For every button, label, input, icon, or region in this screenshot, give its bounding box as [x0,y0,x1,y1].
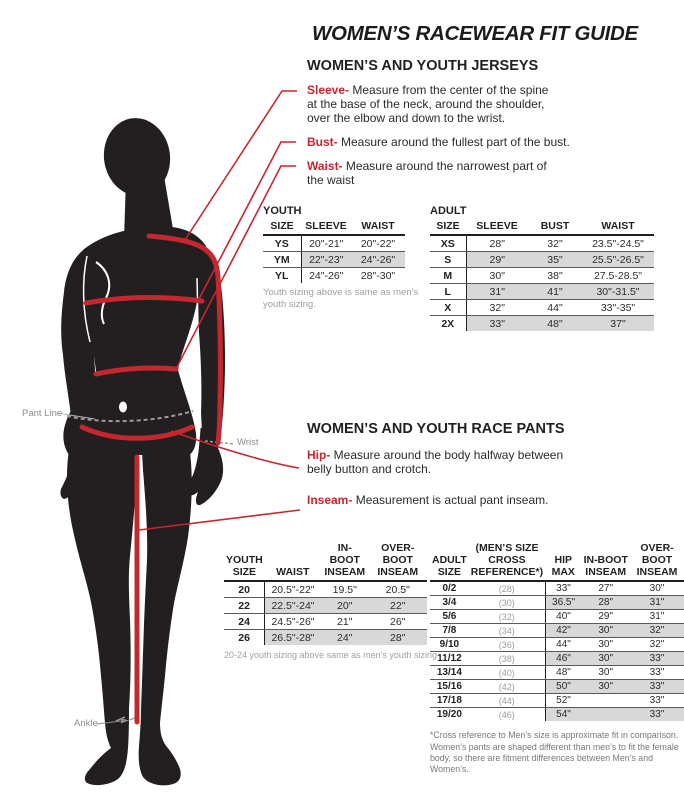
table-cell: XS [430,235,466,252]
table-row [263,235,405,252]
adult-pants-table [430,542,684,721]
table-cell: 26 [224,630,265,646]
table-cell: 44" [528,300,582,316]
column-header-mens-ref [469,542,545,581]
adult-jersey-table [430,220,654,331]
table-cell: 24.5"-26" [265,614,321,630]
table-cell: 28"-30" [360,269,396,282]
table-header-row [224,542,427,581]
table-cell: YS [263,235,301,252]
youth-jersey-table-body [263,235,405,283]
table-cell: 29" [466,252,528,268]
header-line: OVER-BOOT [640,542,674,567]
column-header: WAIST [582,220,654,235]
ankle-label: Ankle [74,718,98,729]
table-cell: 25.5"-26.5" [582,252,654,268]
column-header: SLEEVE [466,220,528,235]
table-cell: 31" [630,596,684,610]
header-line: SIZE [437,566,462,579]
table-cell: 35" [528,252,582,268]
table-cell: 26.5"-28" [265,630,321,646]
table-cell: 32" [630,638,684,652]
table-row [430,252,654,268]
table-row [430,610,684,624]
table-cell: (28) [469,581,545,596]
table-cell: 29" [581,610,630,624]
page-title: WOMEN’S RACEWEAR FIT GUIDE [312,22,638,45]
column-header [369,542,427,581]
column-header [630,542,684,581]
pants-heading: WOMEN’S AND YOUTH RACE PANTS [307,421,565,437]
table-cell: 30" [581,638,630,652]
table-cell: 33" [630,680,684,694]
column-header [224,542,265,581]
table-cell: 30" [581,652,630,666]
table-row [263,252,405,268]
inseam-measure-text [307,494,607,508]
table-cell: 20 [224,581,265,598]
right-leg-shape [139,452,192,785]
adult-jersey-table-label: ADULT [430,205,467,217]
column-header: BUST [528,220,582,235]
table-cell: 41" [528,284,582,300]
table-cell: 32" [528,235,582,252]
header-line: INSEAM [324,566,366,579]
header-line: ADULT [432,554,467,567]
table-cell: 33" [630,666,684,680]
table-row [430,581,684,596]
column-header: SIZE [263,220,301,235]
table-cell: 40" [545,610,581,624]
table-row [224,581,427,598]
adult-jersey-table-head [430,220,654,235]
table-row [430,596,684,610]
youth-jersey-table-label: YOUTH [263,205,302,217]
table-cell: 32" [630,624,684,638]
sleeve-measure-text [307,84,561,126]
wrist-label: Wrist [237,437,259,448]
column-header [321,542,369,581]
header-line: MAX [551,566,575,579]
header-line: INSEAM [636,566,678,579]
table-cell: 20" [321,598,369,614]
table-cell: 24"-26" [351,252,405,268]
adult-jersey-table-block [430,205,654,331]
table-cell: 19/20 [436,709,462,721]
table-cell: 0/2 [430,581,469,596]
table-cell: 30" [466,268,528,284]
header-line: INSEAM [585,566,627,579]
table-cell: 30" [581,680,630,694]
table-row [430,284,654,300]
table-cell: YM [263,252,301,268]
table-row [263,268,405,284]
table-cell: 36.5" [545,596,581,610]
table-cell: (42) [469,680,545,694]
table-cell: (36) [469,638,545,652]
table-header-row [430,542,684,581]
table-row [430,235,654,252]
table-row [430,652,684,666]
header-line: INSEAM [377,566,419,579]
table-cell: L [430,284,466,300]
table-cell: 21" [321,614,369,630]
table-cell: 33"-35" [582,300,654,316]
table-cell: 37" [582,316,654,332]
cross-reference-footnote: *Cross reference to Men’s size is approximate fit in comparison. Women’s pants are shaped different than men’s to fit the female body, so there are fitment differences between Men’s and Women’s. [430,730,679,775]
waist-measure-text [307,160,553,188]
table-cell: 42" [545,624,581,638]
table-cell: 22 [224,598,265,614]
column-header [581,542,630,581]
header-line: WAIST [276,566,310,579]
table-row [430,268,654,284]
bust-description: Measure around the fullest part of the bust. [337,135,570,149]
table-cell: 22.5"-24" [265,598,321,614]
table-cell: 13/14 [430,666,469,680]
youth-jersey-table-head [263,220,405,235]
table-cell: 50" [545,680,581,694]
waist-description: Measure around the narrowest part of the waist [307,159,547,187]
table-cell: 33" [630,708,684,722]
header-line: IN-BOOT [583,554,628,567]
left-leg-shape [67,450,137,785]
table-cell: 3/4 [430,596,469,610]
table-row [430,694,684,708]
adult-pants-table-head [430,542,684,581]
column-header: WAIST [351,220,405,235]
table-cell: 30"-31.5" [582,284,654,300]
header-line: HIP [554,554,573,567]
table-cell: 20.5" [369,581,427,598]
header-line: SIZE [232,566,257,579]
sleeve-description: Measure from the center of the spine at the base of the neck, around the shoulder, over the elbow and down to the wrist. [307,83,549,125]
column-header: SIZE [430,220,466,235]
header-line: (MEN’S SIZE [475,542,539,554]
youth-jersey-table [263,220,405,283]
adult-pants-table-body [430,581,684,721]
table-cell: 31" [466,284,528,300]
table-cell: 23.5"-24.5" [582,235,654,252]
table-cell: 33" [466,316,528,332]
column-header [265,542,321,581]
hip-measure-text [307,449,569,477]
hip-term: Hip- [307,448,331,462]
table-cell: YL [263,268,301,284]
adult-jersey-table-body [430,235,654,331]
table-cell: 52" [545,694,581,708]
table-cell: 24"-26" [309,269,344,282]
table-cell: 11/12 [430,652,469,666]
table-cell: X [430,300,466,316]
table-cell: 5/6 [430,610,469,624]
table-cell: (30) [469,596,545,610]
column-header [545,542,581,581]
table-cell: 32" [466,300,528,316]
table-cell: 27.5-28.5" [582,268,654,284]
table-header-row [430,220,654,235]
table-cell: 2X [430,316,466,332]
youth-jersey-note: Youth sizing above is same as men’s youth sizing. [263,287,419,311]
pant-line-label: Pant Line [22,408,63,419]
table-row [430,638,684,652]
table-cell: 17/18 [430,694,469,708]
table-row [430,666,684,680]
table-row [430,680,684,694]
table-cell: M [430,268,466,284]
table-cell [581,708,630,722]
table-cell: 48" [545,666,581,680]
table-cell: 46" [545,652,581,666]
table-cell: 28" [581,596,630,610]
column-header: SLEEVE [301,220,351,235]
table-cell: 27" [581,581,630,596]
inseam-description: Measurement is actual pant inseam. [352,493,549,507]
table-cell: (32) [469,610,545,624]
hip-description: Measure around the body halfway between belly button and crotch. [307,448,564,476]
table-row [430,708,684,722]
table-cell: 24" [321,630,369,646]
table-row [430,300,654,316]
table-cell: 38" [528,268,582,284]
youth-pants-table-block [224,542,444,662]
table-cell: 30" [630,581,684,596]
table-row [430,316,654,332]
column-header [430,542,469,581]
table-cell: 44" [545,638,581,652]
header-line: YOUTH [226,554,263,567]
table-cell: 9/10 [430,638,469,652]
table-cell: 48" [528,316,582,332]
sleeve-term: Sleeve- [307,83,350,97]
youth-pants-table-head [224,542,427,581]
table-cell: (44) [469,694,545,708]
table-cell: 15/16 [430,680,469,694]
table-cell: 26" [369,614,427,630]
header-line: OVER-BOOT [381,542,415,567]
table-row [224,630,427,646]
header-line: CROSS REFERENCE*) [470,554,544,579]
jerseys-heading: WOMEN’S AND YOUTH JERSEYS [307,58,539,74]
table-cell: 33" [630,694,684,708]
table-cell: 22" [369,598,427,614]
table-cell: 33" [630,652,684,666]
youth-pants-table [224,542,427,645]
table-cell: 30" [581,624,630,638]
inseam-term: Inseam- [307,493,353,507]
table-cell: (34) [469,624,545,638]
table-cell: 19.5" [321,581,369,598]
bust-term: Bust- [307,135,338,149]
table-cell: 20"-22" [351,235,405,252]
table-cell: 22"-23" [301,252,351,268]
table-cell: 28" [466,235,528,252]
table-row [224,614,427,630]
youth-pants-note: 20-24 youth sizing above same as men’s youth sizing [224,650,437,661]
belly-button-dot [119,402,127,413]
table-cell: 7/8 [430,624,469,638]
table-cell: 20.5"-22" [265,581,321,598]
waist-term: Waist- [307,159,343,173]
table-cell: 30" [581,666,630,680]
table-cell: S [430,252,466,268]
table-cell [581,694,630,708]
header-line: IN-BOOT [329,542,360,567]
table-cell: (38) [469,652,545,666]
bust-measure-text [307,136,607,150]
table-row [224,598,427,614]
table-cell: 28" [369,630,427,646]
adult-pants-table-block [430,542,684,776]
table-row [430,624,684,638]
table-cell: 54" [545,708,581,722]
table-cell: 20"-21" [301,235,351,252]
silhouette-shapes [60,114,225,786]
table-cell: (46) [469,708,545,722]
table-cell: 31" [630,610,684,624]
table-cell: 24 [224,614,265,630]
youth-jersey-table-block [263,205,421,312]
table-header-row [263,220,405,235]
table-cell: (40) [469,666,545,680]
youth-pants-table-body [224,581,427,645]
table-cell: 33" [545,581,581,596]
